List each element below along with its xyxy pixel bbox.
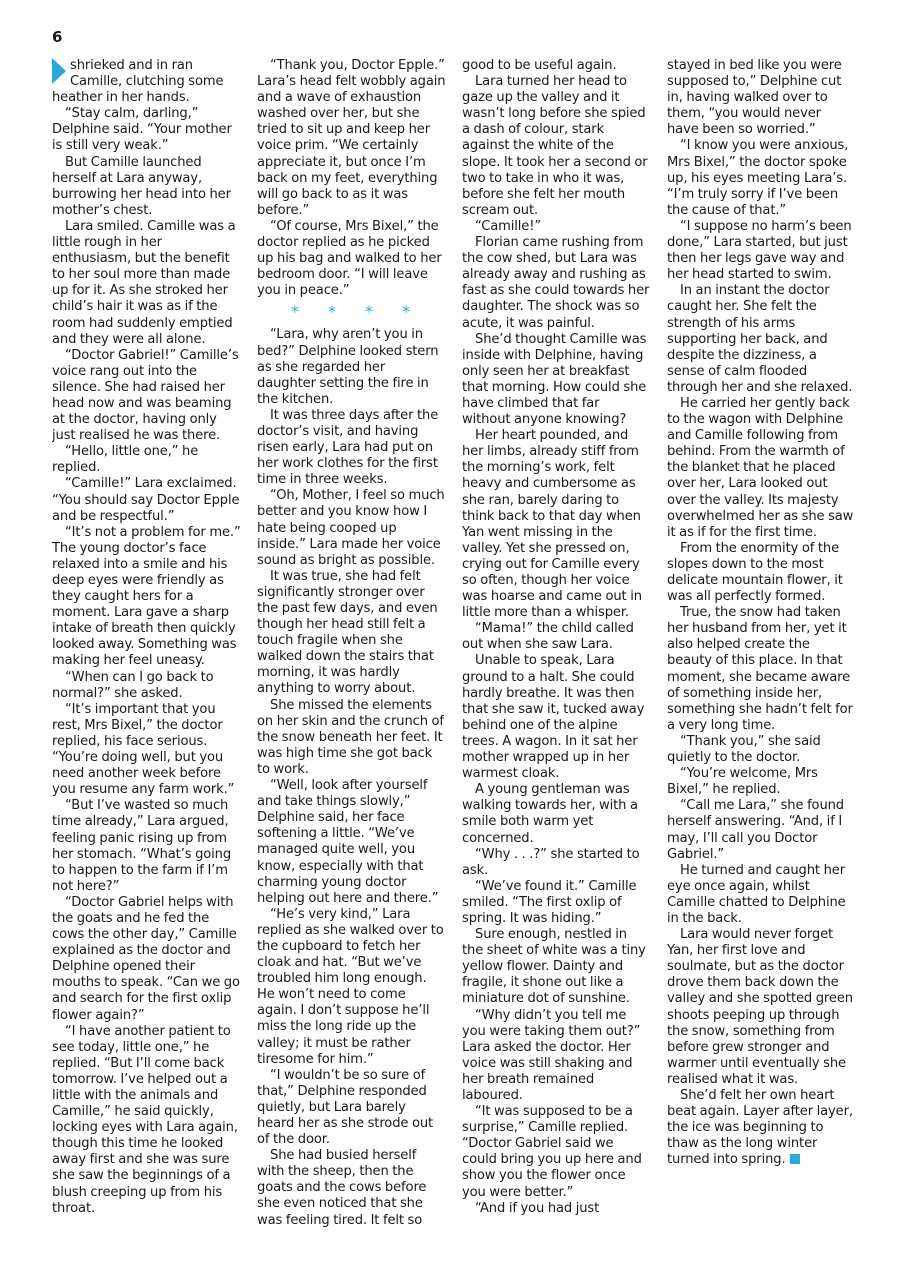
paragraph: Sure enough, nestled in the sheet of white was a tiny yellow flower. Dainty and fragile, it shone out like a miniature dot of sunshine. xyxy=(462,927,646,1007)
paragraph: “Call me Lara,” she found herself answering. “And, if I may, I’ll call you Doctor Gabriel.” xyxy=(667,798,844,862)
paragraph: “Why didn’t you tell me you were taking them out?” Lara asked the doctor. Her voice was still shaking and her breath remained laboured. xyxy=(462,1007,641,1103)
paragraph: It was true, she had felt significantly stronger over the past few days, and even though her head still felt a touch fragile when she walked down the stairs that morning, it was hardly anything to worry about. xyxy=(257,568,438,697)
paragraph: True, the snow had taken her husband from her, yet it also helped create the beauty of this place. In that moment, she became aware of something inside her, something she hadn’t felt for a very long time. xyxy=(667,605,853,733)
paragraph: “Thank you,” she said quietly to the doctor. xyxy=(667,733,821,766)
paragraph: shrieked and in ran Camille, clutching some heather in her hands. xyxy=(52,58,224,106)
paragraph: “Of course, Mrs Bixel,” the doctor replied as he picked up his bag and walked to her bedroom door. “I will leave you in peace.” xyxy=(257,218,442,299)
paragraph: She’d felt her own heart beat again. Layer after layer, the ice was beginning to thaw as the long winter turned into spring. xyxy=(667,1088,853,1168)
paragraph: “It’s important that you rest, Mrs Bixel,” the doctor replied, his face serious. “You’re doing well, but you need another week before you resume any farm work.” xyxy=(52,701,235,798)
paragraph: “Camille!” xyxy=(475,218,542,234)
paragraph: “I suppose no harm’s been done,” Lara started, but just then her legs gave way and her head started to swim. xyxy=(667,218,852,283)
paragraph: “Well, look after yourself and take things slowly,” Delphine said, her face softening a little. “We’ve managed quite well, you know, especially with that charming young doctor helping out here and there.” xyxy=(257,778,439,906)
paragraph: From the enormity of the slopes down to the most delicate mountain flower, it was all perfectly formed. xyxy=(667,540,843,605)
paragraph: “Hello, little one,” he replied. xyxy=(52,444,199,476)
paragraph: “I have another patient to see today, little one,” he replied. “But I’ll come back tomorrow. I’ve helped out a little with the animals and Camille,” he said quickly, locking eyes with Lara again, though this time he looked away first and she was sure she saw the beginnings of a blush creeping up from his throat. xyxy=(52,1023,238,1216)
paragraph: Unable to speak, Lara ground to a halt. She could hardly breathe. It was then that she saw it, tucked away behind one of the alpine trees. A wagon. In it sat her mother wrapped up in her warmest cloak. xyxy=(462,653,645,782)
paragraph: “I wouldn’t be so sure of that,” Delphine responded quietly, but Lara barely heard her as she strode out of the door. xyxy=(257,1067,434,1148)
paragraph: “And if you had just xyxy=(475,1200,600,1216)
column-2-text-before xyxy=(257,58,446,299)
paragraph: “Mama!” the child called out when she saw Lara. xyxy=(462,621,634,653)
column-2 xyxy=(257,58,446,1228)
paragraph: “Camille!” Lara exclaimed. “You should say Doctor Epple and be respectful.” xyxy=(52,476,240,524)
paragraph: “He’s very kind,” Lara replied as she walked over to the cupboard to fetch her cloak and hat. “But we’ve troubled him long enough. He won’t need to come again. I don’t suppose he’ll miss the long ride up the valley; it must be rather tiresome for him.” xyxy=(257,906,444,1067)
paragraph: “Doctor Gabriel helps with the goats and he fed the cows the other day,” Camille explained as the doctor and Delphine opened their mouths to speak. “Can we go and search for the first oxlip flower again?” xyxy=(52,894,240,1023)
paragraph: Lara would never forget Yan, her first love and soulmate, but as the doctor drove them back down the valley and she spotted green shoots peeping up through the snow, something from before grew stronger and warmer until eventually she realised what it was. xyxy=(667,927,853,1087)
paragraph: good to be useful again. xyxy=(462,58,617,73)
paragraph: Florian came rushing from the cow shed, but Lara was already away and rushing as fast as she could towards her daughter. The shock was so acute, it was painful. xyxy=(462,235,650,331)
paragraph: “But I’ve wasted so much time already,” Lara argued, feeling panic rising up from her stomach. “What’s going to happen to the farm if I’m not here?” xyxy=(52,798,232,894)
scene-break-stars: * * * * xyxy=(290,302,423,322)
paragraph: “I know you were anxious, Mrs Bixel,” the doctor spoke up, his eyes meeting Lara’s. “I’m truly sorry if I’ve been the cause of that.” xyxy=(667,138,849,218)
section-start-triangle-icon xyxy=(52,58,66,84)
paragraph: “Why . . .?” she started to ask. xyxy=(462,846,640,878)
paragraph: “Stay calm, darling,” Delphine said. “Your mother is still very weak.” xyxy=(52,106,232,154)
paragraph: “It was supposed to be a surprise,” Camille replied. “Doctor Gabriel said we could bring you up here and show you the flower once you were better.” xyxy=(462,1104,642,1200)
paragraph: She’d thought Camille was inside with Delphine, having only seen her at breakfast that morning. How could she have climbed that far without anyone knowing? xyxy=(462,331,647,428)
paragraph: Her heart pounded, and her limbs, already stiff from the morning’s work, felt heavy and cumbersome as she ran, barely daring to think back to that day when Yan went missing in the valley. Yet she pressed on, crying out for Camille every so often, though her voice was hoarse and came out in little more than a whisper. xyxy=(462,428,642,621)
paragraph: “Doctor Gabriel!” Camille’s voice rang out into the silence. She had raised her head now and was beaming at the doctor, having only just realised he was there. xyxy=(52,347,239,444)
paragraph: He carried her gently back to the wagon with Delphine and Camille following from behind. From the warmth of the blanket that he placed over her, Lara looked out over the valley. Its majesty overwhelmed her as she saw it as if for the first time. xyxy=(667,395,854,540)
paragraph: It was three days after the doctor’s visit, and having risen early, Lara had put on her work clothes for the first time in three weeks. xyxy=(257,407,439,488)
paragraph: “Lara, why aren’t you in bed?” Delphine looked stern as she regarded her daughter setting the fire in the kitchen. xyxy=(257,327,439,407)
story-columns xyxy=(52,58,856,1228)
paragraph: In an instant the doctor caught her. She felt the strength of his arms supporting her back, and despite the dizziness, a sense of calm flooded through her and she relaxed. xyxy=(667,283,853,395)
end-of-story-square-icon xyxy=(790,1154,800,1164)
paragraph: stayed in bed like you were supposed to,” Delphine cut in, having walked over to them, “you would never have been so worried.” xyxy=(667,58,842,138)
paragraph: She missed the elements on her skin and the crunch of the snow beneath her feet. It was high time she got back to work. xyxy=(257,697,444,777)
column-1-text xyxy=(52,58,241,1217)
page-number: 6 xyxy=(52,28,63,46)
paragraph: “When can I go back to normal?” she asked. xyxy=(52,669,214,701)
paragraph: A young gentleman was walking towards her, with a smile both warm yet concerned. xyxy=(462,782,638,846)
paragraph: “It’s not a problem for me.” The young doctor’s face relaxed into a smile and his deep eyes were friendly as they caught hers for a moment. Lara gave a sharp intake of breath then quickly looked away. Something was making her feel uneasy. xyxy=(52,524,241,669)
paragraph: “Thank you, Doctor Epple.” Lara’s head felt wobbly again and a wave of exhaustion washed over her, but she tried to sit up and keep her voice prim. “We certainly appreciate it, but once I’m back on my feet, everything will go back to as it was before.” xyxy=(257,58,446,218)
column-2-text-after xyxy=(257,327,446,1228)
column-4-text xyxy=(667,58,856,1168)
paragraph: Lara smiled. Camille was a little rough in her enthusiasm, but the benefit to her soul more than made up for it. As she stroked her child’s hair it was as if the room had suddenly emptied and they were all alone. xyxy=(52,218,236,347)
paragraph: “You’re welcome, Mrs Bixel,” he replied. xyxy=(667,766,818,798)
paragraph: He turned and caught her eye once again, whilst Camille chatted to Delphine in the back. xyxy=(667,862,846,926)
column-1 xyxy=(52,58,241,1228)
column-3 xyxy=(462,58,651,1228)
paragraph: But Camille launched herself at Lara anyway, burrowing her head into her mother’s chest. xyxy=(52,154,231,218)
paragraph: Lara turned her head to gaze up the valley and it wasn’t long before she spied a dash of colour, stark against the white of the slope. It took her a second or two to take in who it was, before she felt her mouth scream out. xyxy=(462,74,648,218)
paragraph: “Oh, Mother, I feel so much better and you know how I hate being cooped up inside.” Lara made her voice sound as bright as possible. xyxy=(257,488,445,568)
paragraph: She had busied herself with the sheep, then the goats and the cows before she even noticed that she was feeling tired. It felt so xyxy=(257,1148,427,1228)
column-3-text xyxy=(462,58,651,1217)
paragraph: “We’ve found it.” Camille smiled. “The first oxlip of spring. It was hiding.” xyxy=(462,878,637,926)
column-4 xyxy=(667,58,856,1228)
